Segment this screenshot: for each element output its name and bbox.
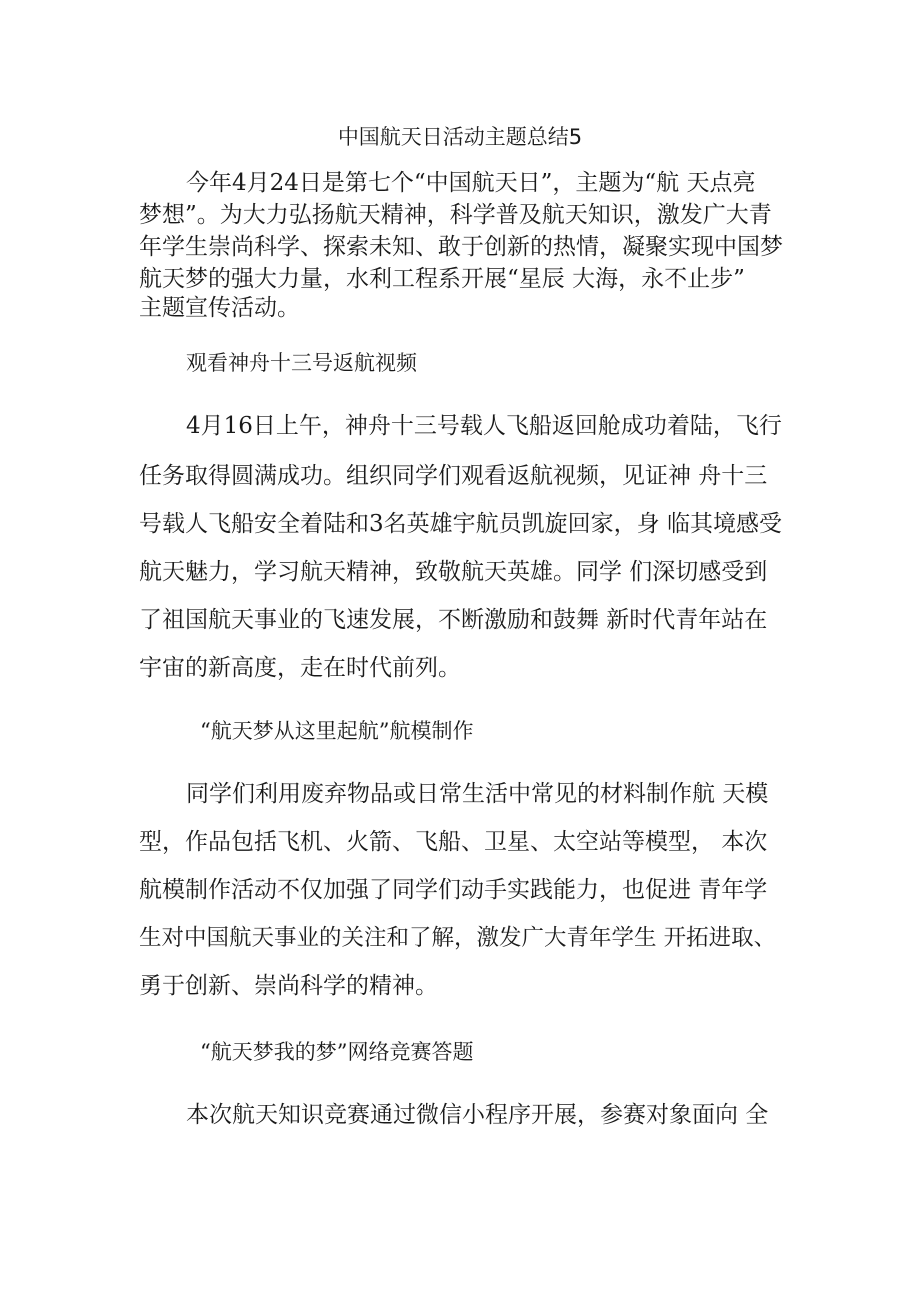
paragraph-line: 航模制作活动不仅加强了同学们动手实践能力，也促进 青年学	[139, 877, 768, 903]
intro-line: 今年4月24日是第七个“中国航天日”，主题为“航 天点亮	[186, 170, 756, 196]
paragraph-line: 生对中国航天事业的关注和了解，激发广大青年学生 开拓进取、	[139, 925, 777, 951]
paragraph-line: 宇宙的新高度，走在时代前列。	[139, 655, 461, 681]
paragraph-line: 航天魅力，学习航天精神，致敬航天英雄。同学 们深切感受到	[139, 559, 768, 585]
section-heading-2: “航天梦从这里起航”航模制作	[200, 719, 474, 743]
paragraph-line: 了祖国航天事业的飞速发展，不断激励和鼓舞 新时代青年站在	[139, 607, 768, 633]
paragraph-line: 号载人飞船安全着陆和3名英雄宇航员凯旋回家，身 临其境感受	[139, 511, 782, 537]
section-heading-1: 观看神舟十三号返航视频	[186, 351, 417, 375]
paragraph-line: 型，作品包括飞机、火箭、飞船、卫星、太空站等模型， 本次	[139, 829, 768, 855]
intro-line: 主题宣传活动。	[139, 295, 300, 321]
paragraph-line: 本次航天知识竞赛通过微信小程序开展，参赛对象面向 全	[186, 1102, 769, 1128]
paragraph-line: 4月16日上午，神舟十三号载人飞船返回舱成功着陆，飞行	[186, 413, 782, 439]
paragraph-line: 同学们利用废弃物品或日常生活中常见的材料制作航 天模	[186, 781, 769, 807]
intro-line: 年学生崇尚科学、探索未知、敢于创新的热情，凝聚实现中国梦	[139, 234, 783, 260]
paragraph-line: 任务取得圆满成功。组织同学们观看返航视频，见证神 舟十三	[139, 463, 768, 489]
section-heading-3: “航天梦我的梦”网络竞赛答题	[200, 1040, 474, 1064]
paragraph-line: 勇于创新、崇尚科学的精神。	[139, 973, 438, 999]
intro-line: 航天梦的强大力量，水利工程系开展“星辰 大海，永不止步”	[139, 266, 745, 292]
document-title: 中国航天日活动主题总结5	[337, 125, 583, 149]
intro-line: 梦想”。为大力弘扬航天精神，科学普及航天知识，激发广大青	[139, 202, 772, 228]
